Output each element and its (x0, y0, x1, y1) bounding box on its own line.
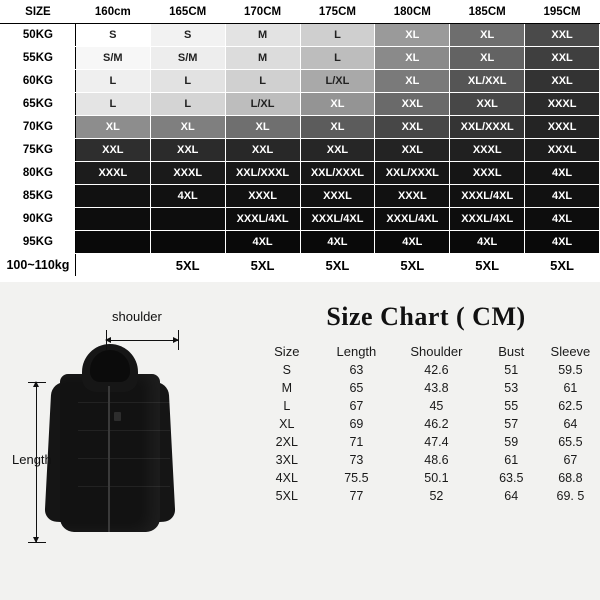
matrix-cell: XXXL (75, 162, 150, 185)
size-chart-cell-shoulder: 47.4 (424, 435, 449, 449)
jacket-hood-inner (90, 350, 130, 382)
size-chart-cell-sleeve: 64 (563, 417, 578, 431)
matrix-cell: XXL (525, 24, 600, 47)
matrix-cell: L (150, 93, 225, 116)
table-row (252, 451, 600, 469)
size-chart-cell-sleeve: 67 (563, 453, 578, 467)
matrix-cell: XXL (300, 139, 375, 162)
shoulder-measure-arrow (106, 340, 178, 341)
matrix-col-6: 195CM (525, 1, 600, 24)
matrix-cell: XXXL (375, 185, 450, 208)
matrix-cell (75, 254, 150, 277)
matrix-cell: 4XL (375, 231, 450, 254)
matrix-cell: 5XL (525, 254, 600, 277)
matrix-row-weight: 90KG (1, 208, 76, 231)
matrix-row-weight: 80KG (1, 162, 76, 185)
matrix-cell: L/XL (300, 70, 375, 93)
matrix-cell (75, 185, 150, 208)
size-chart-header (252, 342, 600, 361)
matrix-row-weight: 85KG (1, 185, 76, 208)
matrix-row-weight: 100~110kg (1, 254, 76, 277)
matrix-cell: L (75, 70, 150, 93)
matrix-row (1, 162, 600, 185)
matrix-cell: XXL/XXXL (375, 162, 450, 185)
matrix-row (1, 185, 600, 208)
matrix-cell: XXL (375, 116, 450, 139)
matrix-row-weight: 55KG (1, 47, 76, 70)
matrix-cell: 4XL (300, 231, 375, 254)
matrix-cell: XXL/XXXL (225, 162, 300, 185)
size-chart-cell-length: 63 (349, 363, 364, 377)
size-chart-cell-length: 77 (349, 489, 364, 503)
matrix-cell: S (150, 24, 225, 47)
matrix-col-0: 160cm (75, 1, 150, 24)
matrix-header-row (1, 1, 600, 24)
size-chart-cell-bust: 59 (504, 435, 519, 449)
matrix-col-2: 170CM (225, 1, 300, 24)
matrix-cell: XXL (75, 139, 150, 162)
size-chart-cell-shoulder: 43.8 (424, 381, 449, 395)
matrix-col-3: 175CM (300, 1, 375, 24)
size-chart-body (252, 361, 600, 505)
table-row (252, 433, 600, 451)
matrix-row-weight: 75KG (1, 139, 76, 162)
matrix-cell: XL (450, 47, 525, 70)
size-chart-cell-sleeve: 59.5 (558, 363, 583, 377)
size-chart-cell-shoulder: 45 (429, 399, 444, 413)
matrix-cell: 5XL (225, 254, 300, 277)
matrix-cell: L (225, 70, 300, 93)
product-size-panel (0, 282, 600, 600)
matrix-cell: XL/XXL (450, 70, 525, 93)
size-chart-cell-shoulder: 48.6 (424, 453, 449, 467)
size-chart-cell-bust: 53 (504, 381, 519, 395)
size-chart-title: Size Chart ( CM) (326, 302, 526, 331)
size-weight-height-matrix (0, 0, 600, 282)
matrix-cell: S/M (150, 47, 225, 70)
matrix-row-weight: 95KG (1, 231, 76, 254)
matrix-col-4: 180CM (375, 1, 450, 24)
size-chart-cell-size: 5XL (275, 489, 298, 503)
size-chart-cell-size: 3XL (275, 453, 298, 467)
matrix-cell: XL (450, 24, 525, 47)
matrix-cell: XL (150, 116, 225, 139)
matrix-cell: 4XL (525, 208, 600, 231)
matrix-cell: 4XL (450, 231, 525, 254)
matrix-cell: 5XL (375, 254, 450, 277)
matrix-cell: S/M (75, 47, 150, 70)
matrix-row-last (1, 254, 600, 277)
matrix-cell: XXXL/4XL (450, 208, 525, 231)
size-chart-cell-shoulder: 50.1 (424, 471, 449, 485)
matrix-cell: XXXL (300, 185, 375, 208)
size-chart-cell-bust: 57 (504, 417, 519, 431)
matrix-cell: XXL (375, 93, 450, 116)
jacket-heating-badge (114, 412, 121, 421)
size-chart-cell-size: 2XL (275, 435, 298, 449)
matrix-row (1, 24, 600, 47)
matrix-cell: 4XL (525, 185, 600, 208)
matrix-col-1: 165CM (150, 1, 225, 24)
table-row (252, 487, 600, 505)
matrix-cell: XXL (525, 47, 600, 70)
size-chart-header-row (252, 342, 600, 361)
size-chart-col-shoulder: Shoulder (410, 344, 463, 359)
matrix-cell: XL (300, 116, 375, 139)
size-chart-cell-bust: 63.5 (499, 471, 524, 485)
size-chart-cell-size: M (281, 381, 292, 395)
matrix-cell: M (225, 47, 300, 70)
matrix-cell: 5XL (450, 254, 525, 277)
matrix-cell: XXXL (525, 116, 600, 139)
matrix-cell: XXXL (450, 162, 525, 185)
matrix-row-weight: 60KG (1, 70, 76, 93)
matrix-cell: XL (375, 70, 450, 93)
table-row (252, 361, 600, 379)
matrix-cell: L (300, 47, 375, 70)
size-chart-cell-length: 65 (349, 381, 364, 395)
matrix-table (0, 0, 600, 277)
matrix-row (1, 208, 600, 231)
matrix-cell: XXXL/4XL (450, 185, 525, 208)
size-chart-column (252, 282, 600, 600)
matrix-col-5: 185CM (450, 1, 525, 24)
matrix-cell: XL (375, 47, 450, 70)
matrix-cell: 4XL (525, 231, 600, 254)
matrix-cell (150, 208, 225, 231)
size-chart-cell-length: 71 (349, 435, 364, 449)
matrix-cell: XXL (450, 93, 525, 116)
matrix-cell: M (225, 24, 300, 47)
matrix-cell (150, 231, 225, 254)
table-row (252, 415, 600, 433)
size-chart-cell-length: 75.5 (344, 471, 369, 485)
matrix-header (1, 1, 600, 24)
matrix-cell: 4XL (150, 185, 225, 208)
size-chart-table (252, 342, 600, 505)
matrix-cell: XXXL (525, 93, 600, 116)
matrix-body (1, 24, 600, 277)
table-row (252, 397, 600, 415)
matrix-row (1, 93, 600, 116)
matrix-row (1, 47, 600, 70)
matrix-row (1, 231, 600, 254)
matrix-cell: XXL/XXXL (300, 162, 375, 185)
size-chart-cell-sleeve: 69. 5 (556, 489, 585, 503)
jacket-image (46, 334, 174, 549)
table-row (252, 379, 600, 397)
matrix-cell: XXL (525, 70, 600, 93)
matrix-cell: XXXL/4XL (225, 208, 300, 231)
matrix-row-weight: 50KG (1, 24, 76, 47)
jacket-zipper (108, 386, 110, 532)
matrix-cell (75, 231, 150, 254)
matrix-row-weight: 70KG (1, 116, 76, 139)
matrix-cell: XXXL (225, 185, 300, 208)
size-chart-cell-bust: 61 (504, 453, 519, 467)
size-chart-cell-shoulder: 46.2 (424, 417, 449, 431)
matrix-row-weight: 65KG (1, 93, 76, 116)
size-chart-col-bust: Bust (498, 344, 525, 359)
matrix-cell: L (150, 70, 225, 93)
matrix-row (1, 70, 600, 93)
size-chart-cell-bust: 64 (504, 489, 519, 503)
jacket-illustration-column (0, 282, 252, 600)
size-chart-cell-sleeve: 68.8 (558, 471, 583, 485)
size-chart-cell-shoulder: 42.6 (424, 363, 449, 377)
size-chart-cell-sleeve: 62.5 (558, 399, 583, 413)
matrix-cell: XXXL (525, 139, 600, 162)
size-chart-cell-bust: 55 (504, 399, 519, 413)
table-row (252, 469, 600, 487)
matrix-cell: XXXL (150, 162, 225, 185)
matrix-cell: XXL (375, 139, 450, 162)
matrix-cell: XXL/XXXL (450, 116, 525, 139)
size-chart-cell-size: S (282, 363, 291, 377)
size-chart-cell-sleeve: 65.5 (558, 435, 583, 449)
matrix-cell: XXL (150, 139, 225, 162)
size-chart-cell-shoulder: 52 (429, 489, 444, 503)
size-chart-cell-size: L (283, 399, 291, 413)
matrix-cell: L (300, 24, 375, 47)
size-chart-cell-length: 73 (349, 453, 364, 467)
matrix-cell (75, 208, 150, 231)
jacket-body (60, 374, 160, 532)
matrix-cell: S (75, 24, 150, 47)
matrix-cell: L (75, 93, 150, 116)
matrix-cell: XL (225, 116, 300, 139)
matrix-cell: XXXL/4XL (375, 208, 450, 231)
size-chart-cell-size: XL (279, 417, 295, 431)
size-chart-col-sleeve: Sleeve (550, 344, 591, 359)
size-chart-col-size: Size (274, 344, 300, 359)
size-chart-cell-length: 67 (349, 399, 364, 413)
size-chart-cell-bust: 51 (504, 363, 519, 377)
length-annotation-label: Length (12, 452, 52, 467)
size-chart-cell-size: 4XL (275, 471, 298, 485)
matrix-cell: XL (375, 24, 450, 47)
matrix-row (1, 116, 600, 139)
matrix-cell: 4XL (225, 231, 300, 254)
matrix-cell: 5XL (150, 254, 225, 277)
shoulder-annotation-label: shoulder (112, 309, 162, 324)
size-chart-cell-length: 69 (349, 417, 364, 431)
matrix-cell: 5XL (300, 254, 375, 277)
matrix-cell: XXXL/4XL (300, 208, 375, 231)
matrix-cell: XXL (225, 139, 300, 162)
size-chart-cell-sleeve: 61 (563, 381, 578, 395)
matrix-row (1, 139, 600, 162)
matrix-cell: XXXL (450, 139, 525, 162)
matrix-cell: XL (75, 116, 150, 139)
matrix-cell: XL (300, 93, 375, 116)
matrix-cell: L/XL (225, 93, 300, 116)
matrix-cell: 4XL (525, 162, 600, 185)
size-chart-col-length: Length (336, 344, 377, 359)
matrix-corner-label: SIZE (1, 1, 76, 24)
